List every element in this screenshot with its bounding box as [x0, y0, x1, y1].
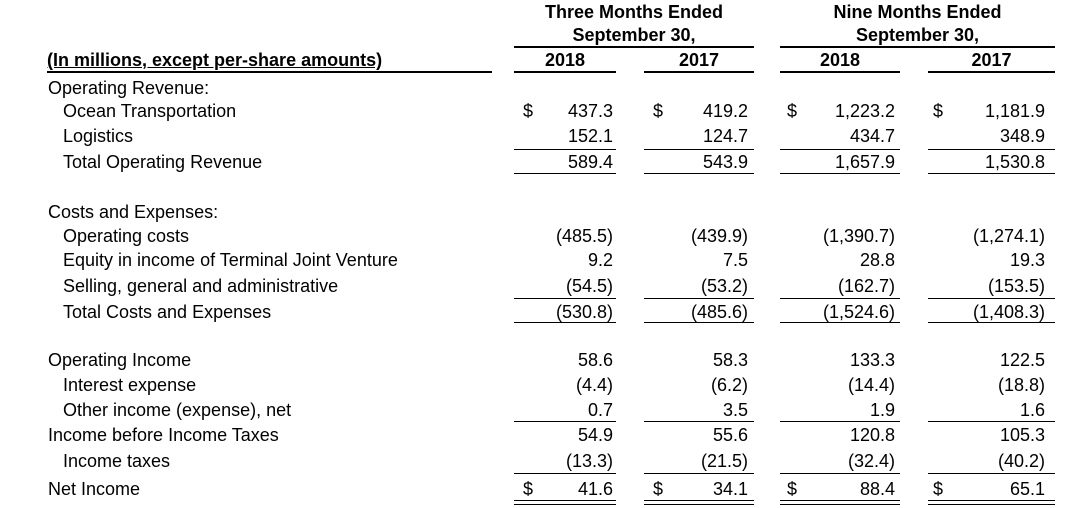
- value-cell: (32.4): [847, 451, 895, 471]
- total-rule: [644, 322, 754, 323]
- row-label: Equity in income of Terminal Joint Venture: [63, 250, 398, 270]
- value-cell: (485.6): [690, 302, 748, 322]
- subtotal-rule: [928, 473, 1055, 474]
- value-cell: 19.3: [1009, 250, 1045, 270]
- value-cell: 434.7: [849, 126, 895, 146]
- value-cell: (1,274.1): [972, 226, 1045, 246]
- row-label: Operating costs: [63, 226, 190, 246]
- value-cell: 54.9: [577, 425, 613, 445]
- net-income-double-rule: [514, 500, 616, 505]
- currency-symbol: $: [933, 479, 944, 499]
- value-cell: 1,657.9: [834, 152, 895, 172]
- total-rule: [644, 173, 754, 174]
- value-cell: (13.3): [565, 451, 613, 471]
- value-cell: (530.8): [555, 302, 613, 322]
- row-label: Income taxes: [63, 451, 171, 471]
- three-months-header-line1: Three Months Ended: [544, 2, 723, 22]
- value-cell: 9.2: [587, 250, 613, 270]
- value-cell: 41.6: [577, 479, 613, 499]
- value-cell: 0.7: [587, 400, 613, 420]
- nine-months-header-rule: [780, 46, 1055, 48]
- subtotal-rule: [514, 149, 616, 150]
- subtotal-rule: [644, 149, 754, 150]
- value-cell: 133.3: [849, 350, 895, 370]
- currency-symbol: $: [523, 101, 534, 121]
- nine-months-header-line1: Nine Months Ended: [833, 2, 1002, 22]
- value-cell: 348.9: [999, 126, 1045, 146]
- col3-year-rule: [780, 71, 900, 73]
- units-caption-rule: [47, 71, 492, 73]
- net-income-double-rule: [928, 500, 1055, 505]
- subtotal-rule: [644, 421, 754, 422]
- value-cell: (153.5): [987, 276, 1045, 296]
- value-cell: 589.4: [567, 152, 613, 172]
- value-cell: 1,223.2: [834, 101, 895, 121]
- row-label: Total Operating Revenue: [63, 152, 263, 172]
- row-label: Selling, general and administrative: [63, 276, 339, 296]
- total-rule: [780, 322, 900, 323]
- value-cell: (4.4): [575, 375, 613, 395]
- row-label: Logistics: [63, 126, 134, 146]
- value-cell: 88.4: [859, 479, 895, 499]
- value-cell: 58.3: [712, 350, 748, 370]
- net-income-double-rule: [780, 500, 900, 505]
- subtotal-rule: [780, 298, 900, 299]
- value-cell: 124.7: [702, 126, 748, 146]
- subtotal-rule: [514, 298, 616, 299]
- value-cell: 437.3: [567, 101, 613, 121]
- col3-year: 2018: [819, 50, 861, 70]
- row-label: Net Income: [48, 479, 141, 499]
- row-label: Income before Income Taxes: [48, 425, 279, 445]
- currency-symbol: $: [787, 101, 798, 121]
- value-cell: 419.2: [702, 101, 748, 121]
- total-rule: [928, 322, 1055, 323]
- subtotal-rule: [928, 298, 1055, 299]
- currency-symbol: $: [523, 479, 534, 499]
- net-income-double-rule: [644, 500, 754, 505]
- row-label: Operating Revenue:: [48, 78, 210, 98]
- total-rule: [780, 173, 900, 174]
- currency-symbol: $: [653, 479, 664, 499]
- value-cell: (162.7): [837, 276, 895, 296]
- value-cell: (1,390.7): [822, 226, 895, 246]
- value-cell: (14.4): [847, 375, 895, 395]
- value-cell: 152.1: [567, 126, 613, 146]
- value-cell: (54.5): [565, 276, 613, 296]
- value-cell: 120.8: [849, 425, 895, 445]
- subtotal-rule: [644, 298, 754, 299]
- subtotal-rule: [780, 149, 900, 150]
- row-label: Ocean Transportation: [63, 101, 237, 121]
- value-cell: (439.9): [690, 226, 748, 246]
- value-cell: (1,408.3): [972, 302, 1045, 322]
- row-label: Interest expense: [63, 375, 197, 395]
- row-label: Operating Income: [48, 350, 192, 370]
- value-cell: 55.6: [712, 425, 748, 445]
- value-cell: (40.2): [997, 451, 1045, 471]
- col4-year-rule: [928, 71, 1055, 73]
- row-label: Total Costs and Expenses: [63, 302, 272, 322]
- subtotal-rule: [780, 421, 900, 422]
- value-cell: 7.5: [722, 250, 748, 270]
- value-cell: 1,530.8: [984, 152, 1045, 172]
- row-label: Costs and Expenses:: [48, 202, 219, 222]
- value-cell: 122.5: [999, 350, 1045, 370]
- col1-year-rule: [514, 71, 616, 73]
- value-cell: (18.8): [997, 375, 1045, 395]
- value-cell: 58.6: [577, 350, 613, 370]
- total-rule: [928, 173, 1055, 174]
- value-cell: 1.6: [1019, 400, 1045, 420]
- value-cell: 543.9: [702, 152, 748, 172]
- units-caption: (In millions, except per-share amounts): [47, 50, 383, 70]
- total-rule: [514, 322, 616, 323]
- value-cell: 1,181.9: [984, 101, 1045, 121]
- value-cell: 28.8: [859, 250, 895, 270]
- col1-year: 2018: [544, 50, 586, 70]
- currency-symbol: $: [933, 101, 944, 121]
- value-cell: (53.2): [700, 276, 748, 296]
- value-cell: (1,524.6): [822, 302, 895, 322]
- subtotal-rule: [928, 149, 1055, 150]
- col4-year: 2017: [971, 50, 1012, 70]
- subtotal-rule: [644, 473, 754, 474]
- currency-symbol: $: [787, 479, 798, 499]
- currency-symbol: $: [653, 101, 664, 121]
- value-cell: 1.9: [869, 400, 895, 420]
- three-months-header-line2: September 30,: [572, 25, 696, 45]
- value-cell: (6.2): [710, 375, 748, 395]
- value-cell: (485.5): [555, 226, 613, 246]
- row-label: Other income (expense), net: [63, 400, 292, 420]
- subtotal-rule: [780, 473, 900, 474]
- subtotal-rule: [514, 421, 616, 422]
- nine-months-header-line2: September 30,: [855, 25, 980, 45]
- total-rule: [514, 173, 616, 174]
- value-cell: 3.5: [722, 400, 748, 420]
- value-cell: 34.1: [712, 479, 748, 499]
- value-cell: 65.1: [1009, 479, 1045, 499]
- subtotal-rule: [514, 473, 616, 474]
- value-cell: 105.3: [999, 425, 1045, 445]
- subtotal-rule: [928, 421, 1055, 422]
- three-months-header-rule: [514, 46, 754, 48]
- col2-year: 2017: [678, 50, 720, 70]
- col2-year-rule: [644, 71, 754, 73]
- value-cell: (21.5): [700, 451, 748, 471]
